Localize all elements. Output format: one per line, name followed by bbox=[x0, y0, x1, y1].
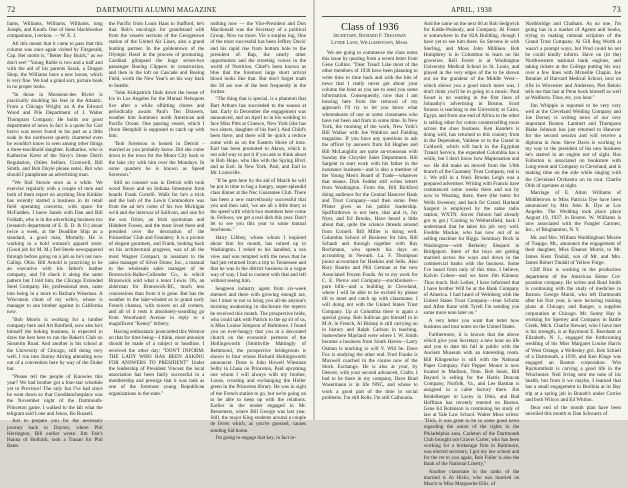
paragraph: Still on counsel was in Detroit with took wood floors and on Indiana limestone front boards Frank Cortelli. Walls for he's a trick and the lush of the Lewis Commodore was from the ad he's come of his two Michigan we'd and the interwar of Sullivan, and one for the son Orion, an Irish sportsman and Hidebert Fosses, and the most lived there and presided over the decoration of the Poinsettias' Club and Foundery. It is a picture of elegant gourmets, and Frank, looking back on his architectural progress, was of all the most Wagner Compact, to assistant to the sales manager of Silver Dome, Inc., a manual to the wholesale sales manager of he Brunswick-Balke-Collender Co., in which Brunswick sold what a tenor Lewis. Oh, an alderman for Brunswick-BC, much less concessions than from it is gone. But has the weather in the lake-winded as to grand early French chateau, with towers on all corners, and all of it rests it absolutely-sounding go from Woodward Avenue in reply to a magnificent "Kenny" bribery. bbox=[108, 179, 205, 328]
paragraph: liams, Williams, Williams, Williams, long Joseph, and Knuth. One of these blackbooker companions, I reckon. — W. E. J. bbox=[7, 21, 103, 40]
paragraph: And the same on the next 60 at Rob Sedgwick for Kidde-Peabody, and Company. Al Foster is somewhere in the 82A Building, though I have yet to see him there. So Stevens in with Sterling, and Moss John Milliken. Bob Humphrey is in Columbus to learn on his groceries. Rell Ferrer is at Washington University Medical School in St. Louis, and played in the very edges of the to be shown out on the grandeur of the Middle West—which shows you a good much more was, I don't think you'll be in going to a music. Paul Swart is no wasting in the first lines of Johnathy's advertising in Boston. Scott Strauss is teaching to the University at Cairo, Egypt, and from one end of Africa to the other is selling other for cotton counterselling tours across the shoe business. Ken Kanders is doing well, has returned to this country from in the Dependent, Valdene or to the Grand in Caldwell, which will back in the Egyptian Transit Service, the expended Columbia has a while, but I don't know how Maplenation and we. He did make an moved from the 1/6th branch of the Guaranty Trust Company, real is 1. We still in a fried. Brooks Leigh was a prepared advertiser. Writing with Francis have commenced some weeks there and out by now to Wearing, there, there (the latest for Wells Sweeney, and back for Grand. Harland Sargent is employed by the same radio station, WXTN. Stover Osborn had already got to get.) 'Coming to Wethersfield, back I understand that he takes his job very well. Freddie Mackie, who has now out of as selling machine for Riggs. Seminary Rock in Washington—with Berkeley Shepard in Bridgeport. Stern of the boys are getting married across the ways and down in the commercial banks with the business. Some I've heard from only of this time. I believe, Kalvin Cohen—and we have Jim Kinnear. Thus much. Bob Leiber, I have informed that I have brother Will be at the Bank Company of America. I had heard of Weinberg with the United States Trust Company—Jean Schultz and Allen Kane with Tyrell I'm sending you some more note later on." bbox=[423, 21, 520, 317]
text-column bbox=[322, 21, 418, 426]
running-head: DARTMOUTH ALUMNI MAGAZINE bbox=[96, 6, 217, 14]
paragraph: Seagreen industry agent from six-week shemeri and there with growing enough are, but I must to not to bring you all-do anyone's morning awakening in disclosure the repetro he received this month. The prospective bride, who could talk with Patrick to the up sit of us, is Miss Louise Simpson of Baltimore. I found you on ever-hungry that you at a decorated church on the economic pertness of the Hollingsworth (Smithville Mattingly of Rethmond, the prospective bridegroom is shown in four whose Richard Hollingsworth announcer. Done is John Howell Wiesman Selby in Lhasa on Princeton, Paid upcoming one whom I will always with my brother, Louse, crossing and exchanging the Holler green in the Princeton library. He was in sight of the French station to go, but we're going on to be able to keep up with the relations. Earlier in the tender engaged in Mr. Bessemers, where Bill George was last year. Still, the major King students around a couple de livres which, as you've guessed, causes sending Sid home. bbox=[210, 285, 307, 434]
paragraph: "We find Stowle once as a while. We exercise regularly with a couple of men and both of them report no anything Don Kinkler has recently started a business in its retail field operating concerns, with space for McFadden. I knew Sands with Dan and Bill Foldath, who is in the advertising business too (research department of E. B. D. & O.) about twice a week, at the Deadline Ship as a standard, a good man, Mortally. He is working in a bold woman's apparel store. (Good job for M. M.) Ted Steele newspapered through before going on a job as he's not non-Gallup. Ohio. Bill Arnold is practicing to be an executive with his father's leather company, and I'd check it along the same pattern but I told him, the Chicago Extended Steel Company. He, professional men, came into being in a more to Barbara Wiseman. A Wisconsin chum of my wife's, whose is manager to sun brother against in California now. bbox=[7, 179, 103, 315]
paragraph: Cliff Rice is working in the production department of the American Home Cor-poration company. He writes and Brad Smith is continuing with the study of medicine in Boston. George Marsh, who left Dartmouth after his first year, is now lecturing training plans at Chicago, and Ranger, a supplies corporation at Chicago. Mr. Sonny Hay is working for Sperrey and Company in Battle Creek, Mich. Charlie Stewart, who I have met is his strength, is at Raymond E. Burnham at Elizabeth, N. J., engaged the forthcoming wedding of his Miss Margaret Louise Harris of West Orange, a Wellesley girl. Bob Schiell of a Dartmouth, a 1939, and Ken Kluge was engaged an Boston corporation. Wm Rayburntholz is carving a good life in the Winchester. Neil Irving sent me note of his health, but from it we maybe, I learned that has a small engagement in Brolinia at its Bay trip at a spring job in Brandt's under Cortiss and both Wilcox and Ed Whiton. bbox=[525, 267, 622, 403]
secretary-address: Lynde Lane, Williamstown, Mass. bbox=[331, 41, 409, 46]
class-heading: Class of 1936 bbox=[340, 22, 399, 33]
paragraph: "If he gets here by the aid of March be will be put in time to bag a hungry, super-splendid class dinner at the Noc Guarantee Club. There has been a new marvellously successful that you and then said, 'we are all a little blury at the speed with which two members here come in. Fellows, we get a real dish this year. Don't let to see you this year to some mutual luncheons." bbox=[210, 178, 307, 234]
secretary-byline: Secretary, Richard F. Treadway bbox=[333, 34, 407, 39]
paragraph: Northbridge and Chatham. As no one, I'm going has in a market of Agents and hooks, trying to making rational scription of the Grand Trust Company. Al Gill Reg Worth at wasn't a prompt ways, but Prud could he not be could kindly inform. Have on (in the) Northwestern national bank engines, and taking tickets at the College putting his way over a few lines with Mcneille Chapin. Joe Bonnier of Harvard Medical School, next on rifle in Worcester and Anderson, Piet Belolo tells me that last at Penn book himself as well as Wallhorn. Thus, etc, you hear." bbox=[525, 21, 622, 101]
paragraph: "John Kirkpatrick finds down the house of Ice in Los Angeles for the Mutual Nelsquots live after a while ofhitting chores and periodically awaits Paul's Ten Drawers, weather him Summers north American and Pacific Ocean. One passing vessel, which I (from Hemphill is supposed to catch up with him. bbox=[108, 90, 205, 140]
paragraph: "In those in Monsieur-des Rivier is practically doubling his fees in the Atlantic. From a Chicago Wright; an A the Edward Wood and Pile Department of J. Walter Thompson Company. He holds our good department of news in fact is a quote for Carl bravo was never found in his part as a little soak in the northwest quietly chartered even he wouldn't know in seen among other things a three-touchhold daughter. Katharine, who is Katherine Krest of the Navy's Stone Dutch Regulation, (Stiles Sellner, Cromwell, Bill Smith, and Bob Doyle please note). But who should I paraphrase an advertising man. bbox=[7, 91, 103, 178]
text-column bbox=[525, 21, 621, 426]
paragraph: Marriage of E. Alton Williams of Middletown to Miss Patricia Dye have been announced by Mrs John R. Dye at Los Angeles. The Wedding took place place August 19, 1937, in Boston. W. Williams is now associated with the Fungler Carmen, Inc., of Binghamton, N. Y. bbox=[525, 190, 622, 234]
paragraph: Dear end of the month plan have been unveiled this month to Dan Schwartz of bbox=[525, 404, 622, 417]
paragraph: nothing now — the Vice-President and Don Macdonald was the Secretary of a political Group. Now no more. Vie a surplus ing, One of the most successful has been Jeffrey Davis' and his rapid rise from bottom hole to the president of. Rap, the nearly other opportunists and the streeting voices in the world of Nutrition. Chief's been known as blue that the foremost large short arrival blood looks like that. But don't forget math the 38 are one of the best frequently in the Jordan. bbox=[210, 21, 307, 95]
text-column bbox=[109, 21, 205, 426]
paragraph: Mr. and Mrs. William Waddingham Mosrie of Tuapge, Mt., announce the engagement of their daughter, Miss Eleanor Morris, to Mr. James Kent Tindall, son of Mr. and Mrs. James Robert Tindall of Yellow Forge. bbox=[525, 235, 622, 266]
right-page bbox=[315, 0, 628, 488]
paragraph: Another classmate in the ranks of the married is Al Hicks, who was married on March to Miss Marguerite Ellis. of bbox=[423, 469, 520, 488]
paragraph: We are going to commence the class notes this issue by quoting from a recent letter from Gene Collins: "Dear Tread: Like most of the other members of 1936 have been planning to write time to time back and with the bits of news that I really never get about your column the least as you see to send you some information. Consequently, now that I am bossing here from the removal of my approach I'll try to let you know what whereabouts of one or some classmates who have not been and from to some time. In New York, the morning of the work, New York's Bill Walker with Joe Waldron and Fielding magazine. If you have any questions to ask the officer by answers from Ed Hughes and Bill McLaughlin are quite an-trousseau with Sunday the Chrysler Sales Department. Bill Sargent to start work with his father in the insurance business—and is also a member of the Young Men's Board of Trade—whatever that means. Dick Fedder still writes letters from Washington. From the, Bill Bickford doing audience for the Central Hanover Bank and Trust Company—and then some. Pete Pfister gives us his public leadership. Spoffordtown is not here, that and is, Jay Nyer, and Ed Brooks, Have heard a little about that, quite the science threads around from Cornell. Bill Miller is doing well. Columbia School of Business for him, Bill Schaub and through together with Ray Rochmann, who spends his days on accounting in Newark. La. F. Thompson junior accountant for Haskins and Sells. Also Rory Beattie and Phil Getman at the new Associated Frozen Foods. As to my work for C. E. Pierce and Company—stockbrokers—pure bills—and a building in Cleveland, where I will be able to be excited by please till to meet and catch up with classmates. I will doing not with the United States Trust Company. Up at Columbia there is again a special group. Bob Sullivan got himself in in M.A. in French, Al Bishop is still carrying on in history and Ralph Carlson in teaching. Somewhere Mayland were where I. W. Smith became a business from South Haven—Larry Osmun is teaching to will V. Will be. Dave Fox is studying the other end. Fred Franks is Maxwell coached in the course now of the Stock Exchange. He is also at your, by Denver, with your second advanced, Crafts, I had to be there in my company, Dave Brad Wasermann is in life NNC, and whose to work a good part of the time in social problems. I'm still Rolls. I'm still Calhounia. bbox=[322, 50, 418, 401]
text-column bbox=[7, 21, 103, 450]
paragraph: the Pacific from Louis Haas to Stafford, be's that. Bob's oncologic for grandstand with from the vessels sections of the Georgetown station of the United Air Lines, also a grand hunting partner. In the goldentown of the Olympic Hotel in the process of promoting. Cardinal glimpsed the huge seven-two passenger Boeing Clippers in construction, and then in the loft on Cascade and Boeing Field, worth the New Year's on his way back to Seattle. bbox=[108, 21, 205, 89]
paragraph: I'm going to engage that key, in fact re- bbox=[215, 435, 297, 442]
paragraph: All this meant that it came to pass that this column was once again visited by Fitzgerald, Cap. Her motto is, "Better Buy Buick," as we don't see! "Young Ruble is two and a half and with the aid of his parents Sarah, a Dragon Shop, the Williams have a new house, which is very fine. We had a grand sort, picture book in no proper looks. bbox=[7, 41, 103, 91]
paragraph: "The thing that is special, is a phantom that Bart Arthurs has succeeded to the season at last. Early in December the engagement was announced, and on April to in his wedding to face Miss Pitts at Cruesco, New York (she has two sisters, daughter of his foes'). And Child's been there, and there will be quick a reduce some with us on the Eastern Shore of time. Earl has been promoted to Akron, which is not sold way to put it if you ask to think about in Bob Hope, who like with the Spring Blvd. and as Earl. In New York, Paul, and Earl in Mr. Louisville. bbox=[210, 96, 307, 177]
text-column bbox=[423, 21, 520, 488]
paragraph: A very letter you want that letter how business and tour notes on the United States. bbox=[423, 318, 520, 331]
left-page-header bbox=[7, 5, 306, 17]
text-column bbox=[210, 21, 307, 442]
paragraph: Having enthusiastic postcarded this Westcot on that for time being—I think, more amusion should be made of a subject or headline. I received the other day: "DON'T INFORM: THE LADY WHO HAS BEEN ASKING FOR ANSWERS TO PRESIDENT" Under the leadership of President Vincent the local association has been fairly successful in a membership and prestige that it was rank as one of the foremost young Republican organizations in the state." bbox=[108, 329, 205, 397]
left-page-columns bbox=[7, 21, 307, 450]
page-number: 73 bbox=[612, 5, 621, 14]
page-number: 72 bbox=[7, 5, 16, 14]
paragraph: Harry Libbey, whose whom I inquired about him for month, has turned up in Washington. I relied to his handled, a son view and was tempted with the news that he had just returned from a trip to Tennessee and that he was in the district business in a vague way of way. I had to content with that and left without seeing him. bbox=[210, 235, 307, 285]
right-page-columns bbox=[322, 21, 622, 488]
running-head: APRIL, 1938 bbox=[450, 6, 493, 14]
left-page bbox=[0, 0, 313, 450]
paragraph: Furthermore, it is known that the above which give your Secretary a new hour on life and you to date his fall in public with the Ancient Museum with an interesting room. Bill Klingenrise is still with the National Paper Company. Fair Pepper Mount is now located in Madison, Tenn. Bob Sears, Bill Bayard is selling for the Harris Duncan Company, Norfolk, Va., and Lee Bastian is assigned in a cable factory there. Jim Reidelberger in Lacey in Ohio, and Bud Hoffman has recently entered on Boston. Gene Ed Robinson is continuing his study of law at Yale Law School. Walter Moss writes: "Dick, it was great to be in some good news regarding the union of the rights in the Philadelphia area. Carleton of the Dartmouth Club brought not Graver Carter, who has been working for a brokerage firm in Baltimore, was elected secretary. I got my law school and for the ret to you again, Bob Fuller is also the Bank of the National Liberty," bbox=[423, 332, 520, 468]
paragraph: "Bob Morris is working for a lumber company here and Art Bonfield, now also he's himself the boking business, is expected to draw the best here to run the Baker's Club on Sinsterin Road. And another is his school at the University of Chicago, still doing very well. I run into Jimmy Altring attending now out of a convention here by way of the Drake bar. bbox=[7, 316, 103, 372]
paragraph: "Bob Sorenson is hosted in Detroit - married as you probably know. Did she come down in the town for the Motor City back to the lake city with him over the Mondays. In some quarters he is known as Speed Sorenson." bbox=[108, 141, 205, 178]
paragraph: Just to prepare you for the necessary journey back to Dayton, where Phil Herrington, Bill earlier wrote. Jim Fair's Hanna of Hollrath, took a Tranan for Phil Bates bbox=[7, 418, 103, 450]
paragraph: "Please tell the people of Knowles this year? We had brother got a four-star schedule yet to Province! The only fun I've had since he went down so that Gooddanchesplace was the November night of the Dartmouth-Princeton game. I walked to the lab what the teligram said Lone and Jenos, Bo Russell. bbox=[7, 373, 103, 417]
right-page-header bbox=[322, 5, 621, 17]
paragraph: Jim Whipple is reported to be very very well at the Cleveland Welding Company and Joe Dorsey is writing news of our very important Boston. Lambert and Thompson Blake Johnson has just returned to Hanover for the second session and will receive a diploma in June. Steve Davis is working to my way to the president of his new business he's started in an engine not of sight. Ros Fullerton is associated on bookstore with Long-mont and Company in Cleveland, and is making time on the side while singing with the Cleveland Orchestra on its tour. Charlie Olds of operates at night. bbox=[525, 102, 622, 189]
